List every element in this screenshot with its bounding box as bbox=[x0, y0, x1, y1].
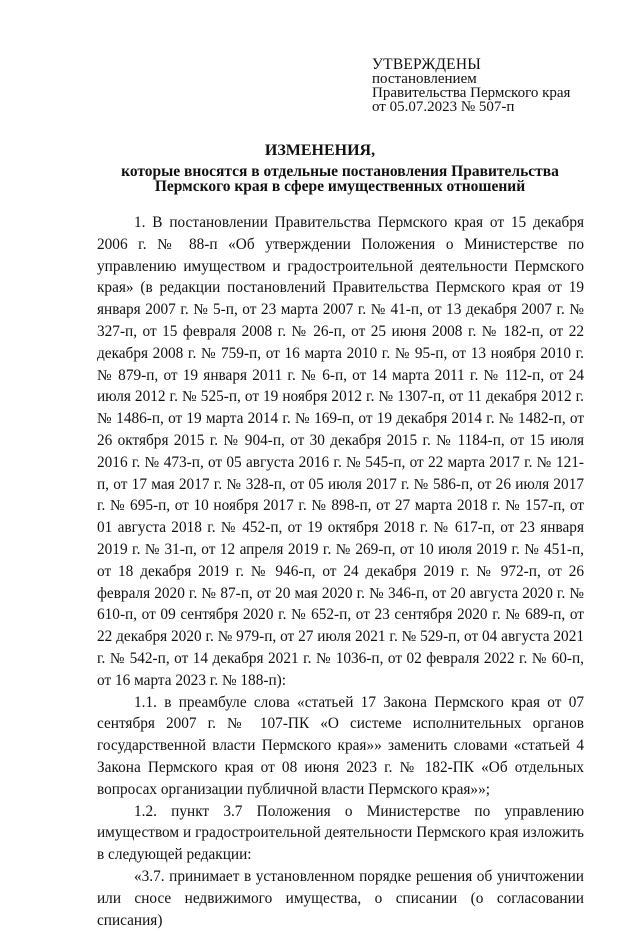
approval-heading: УТВЕРЖДЕНЫ bbox=[372, 56, 481, 73]
document-title: ИЗМЕНЕНИЯ, bbox=[264, 142, 376, 159]
document-subtitle bbox=[90, 164, 590, 194]
paragraph-1: 1. В постановлении Правительства Пермского края от 15 декабря 2006 г. № 88-п «Об утверждении Положения о Министерстве по управлению имуществом и градостроительной деятельности Пермского края» (в редакции постановлений Правительства Пермского края от 19 января 2007 г. № 5-п, от 23 марта 2007 г. № 41-п, от 13 декабря 2007 г. № 327-п, от 15 февраля 2008 г. № 26-п, от 25 июня 2008 г. № 182-п, от 22 декабря 2008 г. № 759-п, от 16 марта 2010 г. № 95-п, от 13 ноября 2010 г. № 879-п, от 19 января 2011 г. № 6-п, от 14 марта 2011 г. № 112-п, от 24 июля 2012 г. № 525-п, от 19 ноября 2012 г. № 1307-п, от 11 декабря 2012 г. № 1486-п, от 19 марта 2014 г. № 169-п, от 19 декабря 2014 г. № 1482-п, от 26 октября 2015 г. № 904-п, от 30 декабря 2015 г. № 1184-п, от 15 июля 2016 г. № 473-п, от 05 августа 2016 г. № 545-п, от 22 марта 2017 г. № 121-п, от 17 мая 2017 г. № 328-п, от 05 июля 2017 г. № 586-п, от 26 июля 2017 г. № 695-п, от 10 ноября 2017 г. № 898-п, от 27 марта 2018 г. № 157-п, от 01 августа 2018 г. № 452-п, от 19 октября 2018 г. № 617-п, от 23 января 2019 г. № 31-п, от 12 апреля 2019 г. № 269-п, от 10 июля 2019 г. № 451-п, от 18 декабря 2019 г. № 946-п, от 24 декабря 2019 г. № 972-п, от 26 февраля 2020 г. № 87-п, от 20 мая 2020 г. № 346-п, от 20 августа 2020 г. № 610-п, от 09 сентября 2020 г. № 652-п, от 23 сентября 2020 г. № 689-п, от 22 декабря 2020 г. № 979-п, от 27 июля 2021 г. № 529-п, от 04 августа 2021 г. № 542-п, от 14 декабря 2021 г. № 1036-п, от 02 февраля 2022 г. № 60-п, от 16 марта 2023 г. № 188-п): bbox=[97, 214, 584, 689]
approval-line-4: от 05.07.2023 № 507-п bbox=[372, 99, 515, 115]
approval-stamp bbox=[372, 58, 612, 114]
approval-line-3: Правительства Пермского края bbox=[372, 85, 571, 101]
subtitle-line-2: Пермского края в сфере имущественных отношений bbox=[154, 178, 526, 195]
paragraph-3-7: «3.7. принимает в установленном порядке решения об уничтожении или сносе недвижимого имущества, о списании (о согласовании списания) bbox=[97, 867, 584, 929]
paragraph-1-2: 1.2. пункт 3.7 Положения о Министерстве по управлению имуществом и градостроительной деятельности Пермского края изложить в следующей редакции: bbox=[97, 802, 584, 864]
approval-line-2: постановлением bbox=[372, 71, 477, 87]
subtitle-line-1: которые вносятся в отдельные постановления Правительства bbox=[121, 163, 559, 180]
document-body bbox=[97, 212, 584, 931]
paragraph-1-1: 1.1. в преамбуле слова «статьей 17 Закона Пермского края от 07 сентября 2007 г. № 107-ПК «О системе исполнительных органов государственной власти Пермского края»» заменить словами «статьей 4 Закона Пермского края от 08 июня 2023 г. № 182-ПК «Об отдельных вопросах организации публичной власти Пермского края»»; bbox=[97, 693, 584, 798]
